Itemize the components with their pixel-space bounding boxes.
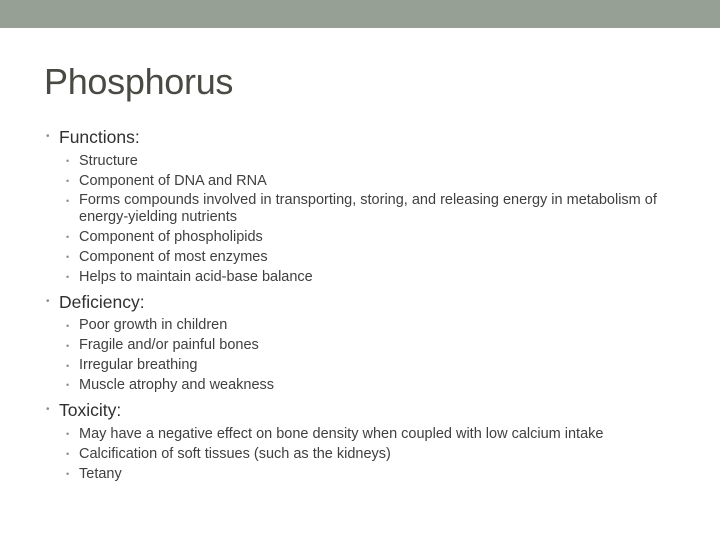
list-item: • May have a negative effect on bone density when coupled with low calcium intake <box>66 424 686 444</box>
list-item: • Muscle atrophy and weakness <box>66 375 686 395</box>
section-heading-deficiency: • Deficiency: <box>59 291 145 312</box>
section-toxicity <box>46 399 686 484</box>
top-accent-bar <box>0 0 720 28</box>
slide-title: Phosphorus <box>44 61 234 102</box>
list-item: • Poor growth in children <box>66 316 686 336</box>
deficiency-list <box>66 316 686 396</box>
list-item: • Component of most enzymes <box>66 247 686 267</box>
list-item: • Component of phospholipids <box>66 227 686 247</box>
list-item: • Component of DNA and RNA <box>66 171 686 191</box>
list-item: • Tetany <box>66 464 686 484</box>
section-heading-toxicity: • Toxicity: <box>59 400 122 421</box>
functions-list <box>66 151 686 287</box>
slide-body <box>46 126 686 488</box>
list-item: • Helps to maintain acid-base balance <box>66 267 686 287</box>
list-item: • Fragile and/or painful bones <box>66 336 686 356</box>
section-functions <box>46 126 686 287</box>
list-item: • Calcification of soft tissues (such as the kidneys) <box>66 444 686 464</box>
list-item: • Structure <box>66 151 686 171</box>
section-heading-functions: • Functions: <box>59 127 140 147</box>
list-item: • Forms compounds involved in transporting, storing, and releasing energy in metabolism of energy-yielding nutrients <box>66 191 686 227</box>
section-deficiency <box>46 291 686 396</box>
toxicity-list <box>66 424 686 484</box>
main-bullet-list <box>46 126 686 484</box>
list-item: • Irregular breathing <box>66 356 686 376</box>
